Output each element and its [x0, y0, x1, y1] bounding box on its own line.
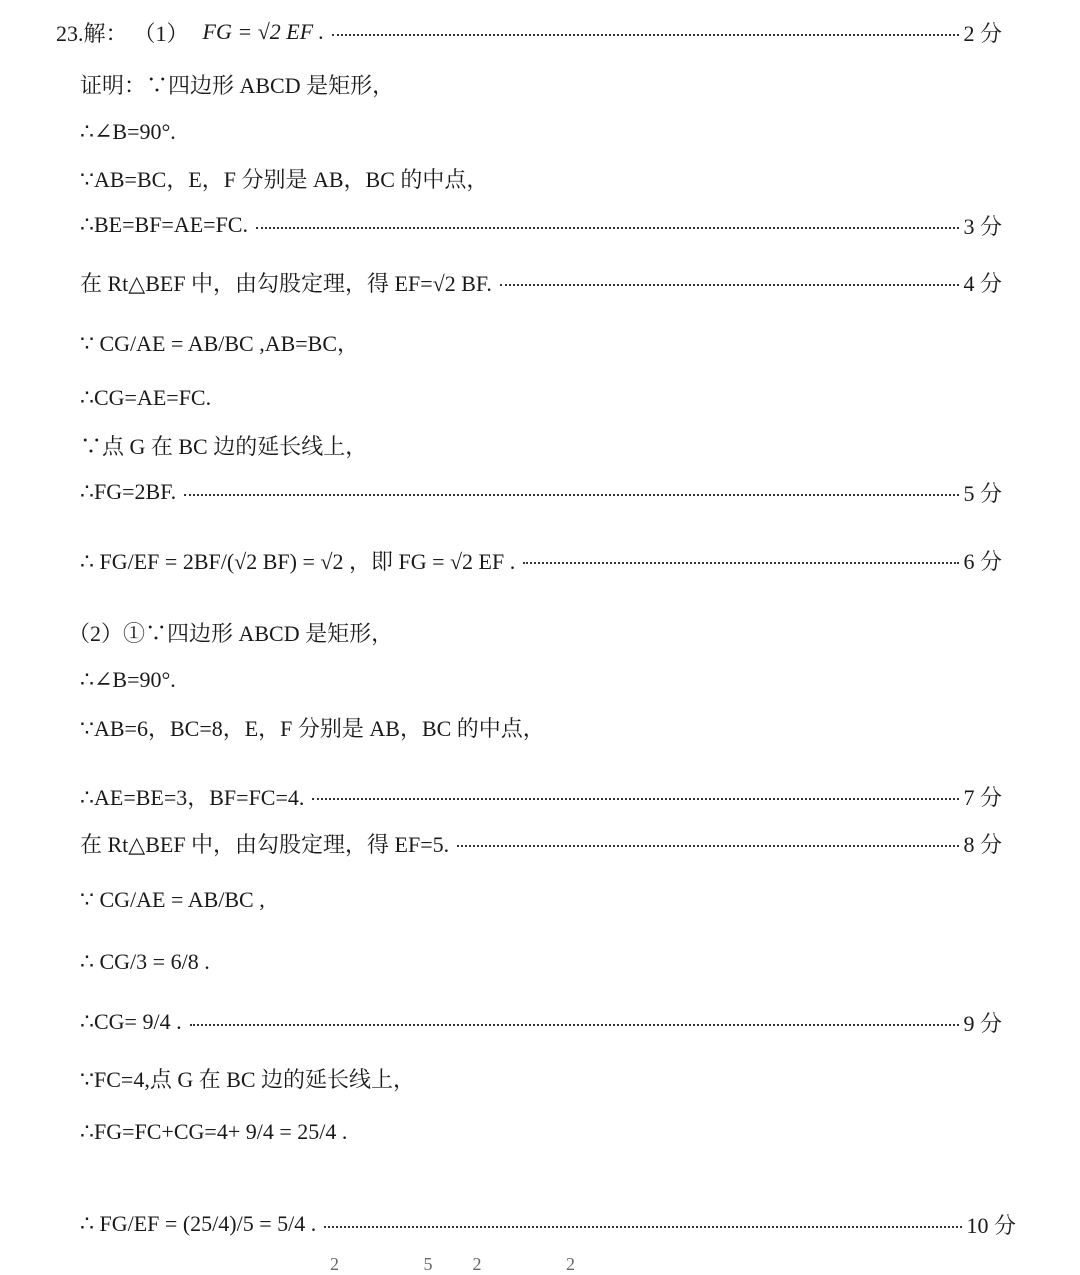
line-22: ∴ FG/EF = (25/4)/5 = 5/4 . 10 分	[80, 1204, 1016, 1244]
line-20: ∵FC=4,点 G 在 BC 边的延长线上，	[80, 1066, 416, 1092]
line-5: ∴BE=BF=AE=FC. 3 分	[80, 205, 1002, 245]
line-7: ∵ CG/AE = AB/BC ,AB=BC，	[80, 330, 360, 356]
part1-answer: FG = √2 EF .	[202, 19, 325, 44]
line-4: ∵AB=BC，E，F 分别是 AB，BC 的中点，	[80, 166, 489, 192]
score-10: 10 分	[966, 1212, 1016, 1238]
dot-leader	[523, 562, 959, 564]
part1-label: （1）	[133, 20, 189, 46]
line-1	[56, 12, 1002, 52]
line-19: ∴CG= 9/4 . 9 分	[80, 1002, 1002, 1042]
score-8: 8 分	[963, 831, 1002, 857]
line-11: ∴ FG/EF = 2BF/(√2 BF) = √2 ，即 FG = √2 EF . 6 分	[80, 540, 1002, 580]
line-18: ∴ CG/3 = 6/8 .	[80, 949, 210, 974]
dot-leader	[256, 227, 960, 229]
line-14: ∵AB=6，BC=8，E，F 分别是 AB，BC 的中点，	[80, 715, 545, 741]
line-8: ∴CG=AE=FC.	[80, 385, 212, 410]
line-15: ∴AE=BE=3，BF=FC=4. 7 分	[80, 776, 1002, 816]
dot-leader	[190, 1024, 960, 1026]
line-17: ∵ CG/AE = AB/BC ,	[80, 887, 265, 912]
line-21: ∴FG=FC+CG=4+ 9/4 = 25/4 .	[80, 1119, 348, 1144]
line-9: ∵点 G 在 BC 边的延长线上，	[80, 433, 368, 459]
score-2: 2 分	[963, 20, 1002, 46]
score-9: 9 分	[963, 1010, 1002, 1036]
line-3: ∴∠B=90°.	[80, 119, 176, 144]
line-12: （2）①∵四边形 ABCD 是矩形，	[68, 620, 394, 646]
line-13: ∴∠B=90°.	[80, 667, 176, 692]
problem-number: 23.解：	[56, 20, 128, 46]
line-2: 证明：∵四边形 ABCD 是矩形，	[80, 72, 395, 98]
dot-leader	[312, 798, 959, 800]
line-16: 在 Rt△BEF 中，由勾股定理，得 EF=5. 8 分	[80, 823, 1002, 863]
dot-leader	[457, 845, 959, 847]
dot-leader	[332, 34, 959, 36]
score-4: 4 分	[963, 270, 1002, 296]
line-10: ∴FG=2BF. 5 分	[80, 472, 1002, 512]
dot-leader	[500, 284, 960, 286]
bottom-fragment: 2 52 2	[330, 1254, 615, 1274]
score-7: 7 分	[963, 784, 1002, 810]
score-5: 5 分	[963, 480, 1002, 506]
dot-leader	[324, 1226, 962, 1228]
dot-leader	[184, 494, 959, 496]
score-3: 3 分	[963, 213, 1002, 239]
score-6: 6 分	[963, 548, 1002, 574]
line-6: 在 Rt△BEF 中，由勾股定理，得 EF=√2 BF. 4 分	[80, 262, 1002, 302]
